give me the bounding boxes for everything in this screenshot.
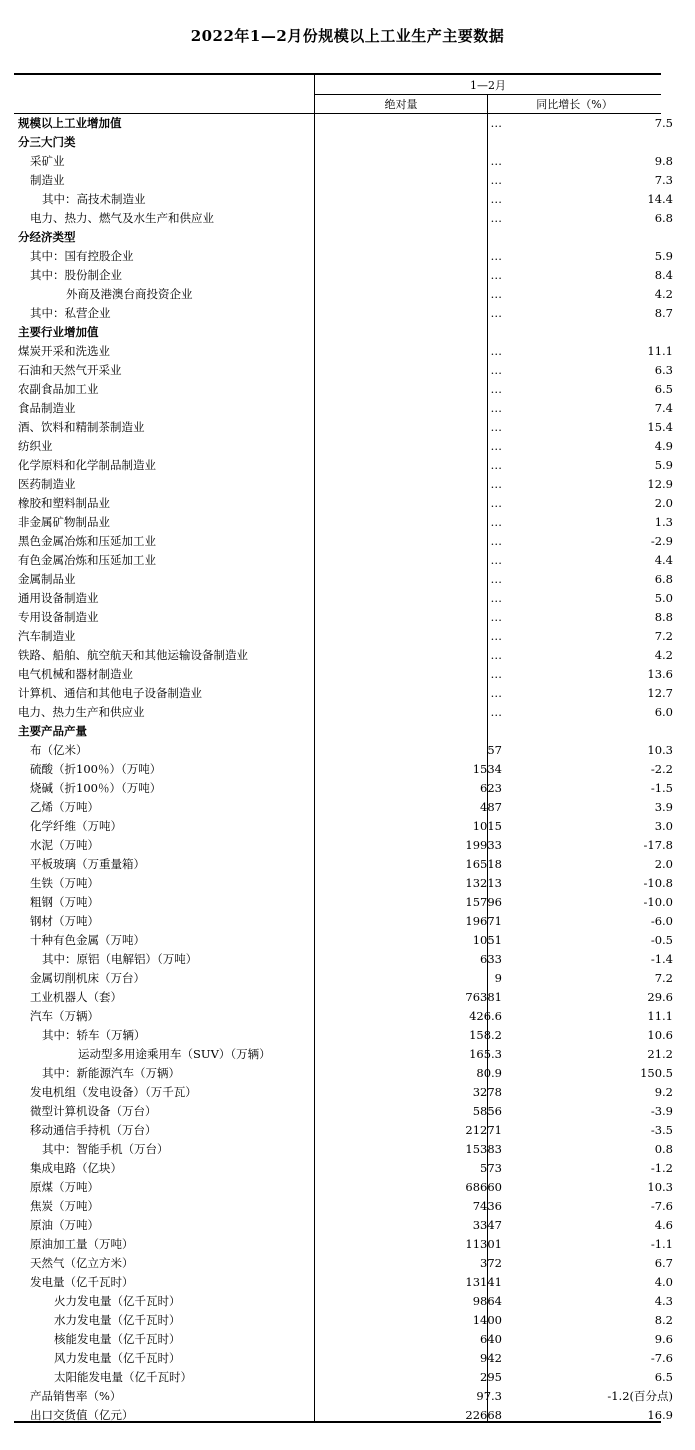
table-row (18, 855, 673, 874)
row-yoy-growth: 6.5 (654, 1370, 673, 1384)
row-label: 石油和天然气开采业 (18, 363, 122, 377)
row-yoy-growth: 6.5 (654, 382, 673, 396)
row-absolute-value: 3347 (472, 1218, 502, 1232)
row-yoy-growth: 8.8 (654, 610, 673, 624)
row-yoy-growth: 4.2 (654, 287, 673, 301)
row-absolute-value: … (490, 363, 502, 377)
row-yoy-growth: 7.2 (654, 629, 673, 643)
row-absolute-value: 9 (494, 971, 502, 985)
table-row (18, 494, 673, 513)
row-label: 非金属矿物制品业 (18, 515, 110, 529)
table-row (18, 437, 673, 456)
table-row (18, 114, 673, 133)
row-absolute-value: 13141 (465, 1275, 502, 1289)
table-row (18, 912, 673, 931)
table-row (18, 1140, 673, 1159)
row-label: 其中：智能手机（万台） (42, 1142, 169, 1156)
table-row (18, 1235, 673, 1254)
row-label: 水泥（万吨） (30, 838, 99, 852)
table-row (18, 475, 673, 494)
row-yoy-growth: -2.2 (650, 762, 673, 776)
row-yoy-growth: 5.0 (654, 591, 673, 605)
table-row (18, 266, 673, 285)
row-absolute-value: 3278 (472, 1085, 502, 1099)
row-absolute-value: 372 (480, 1256, 502, 1270)
row-absolute-value: … (490, 591, 502, 605)
table-row (18, 1102, 673, 1121)
table-row (18, 1311, 673, 1330)
table-row (18, 1406, 673, 1425)
row-yoy-growth: 6.0 (654, 705, 673, 719)
row-absolute-value: 19933 (465, 838, 502, 852)
table-row (18, 874, 673, 893)
row-absolute-value: 57 (487, 743, 502, 757)
row-absolute-value: … (490, 401, 502, 415)
row-yoy-growth: -1.1 (650, 1237, 673, 1251)
row-label: 其中：股份制企业 (30, 268, 122, 282)
row-absolute-value: 13213 (465, 876, 502, 890)
row-label: 采矿业 (30, 154, 65, 168)
row-absolute-value: … (490, 211, 502, 225)
row-yoy-growth: 5.9 (654, 458, 673, 472)
row-absolute-value: 68660 (465, 1180, 502, 1194)
row-label: 布（亿米） (30, 743, 88, 757)
table-row (18, 1159, 673, 1178)
row-absolute-value: … (490, 268, 502, 282)
row-label: 风力发电量（亿千瓦时） (54, 1351, 181, 1365)
row-yoy-growth: 9.8 (654, 154, 673, 168)
row-label: 计算机、通信和其他电子设备制造业 (18, 686, 202, 700)
row-absolute-value: … (490, 553, 502, 567)
row-label: 微型计算机设备（万台） (30, 1104, 157, 1118)
row-yoy-growth: 4.4 (654, 553, 673, 567)
row-absolute-value: … (490, 344, 502, 358)
row-yoy-growth: 14.4 (647, 192, 673, 206)
row-label: 原油（万吨） (30, 1218, 99, 1232)
row-label: 汽车制造业 (18, 629, 76, 643)
row-label: 发电机组（发电设备）（万千瓦） (30, 1085, 197, 1099)
row-yoy-growth: -1.5 (650, 781, 673, 795)
row-label: 化学纤维（万吨） (30, 819, 122, 833)
row-absolute-value: 11301 (465, 1237, 502, 1251)
row-absolute-value: 295 (480, 1370, 502, 1384)
row-absolute-value: 158.2 (469, 1028, 502, 1042)
row-absolute-value: … (490, 496, 502, 510)
table-row (18, 836, 673, 855)
row-label: 电气机械和器材制造业 (18, 667, 133, 681)
row-yoy-growth: 7.2 (654, 971, 673, 985)
row-yoy-growth: 150.5 (640, 1066, 673, 1080)
row-label: 天然气（亿立方米） (30, 1256, 134, 1270)
table-row (18, 570, 673, 589)
row-yoy-growth: -10.0 (643, 895, 673, 909)
row-absolute-value: 9864 (472, 1294, 502, 1308)
row-label: 集成电路（亿块） (30, 1161, 122, 1175)
row-yoy-growth: 4.9 (654, 439, 673, 453)
row-absolute-value: … (490, 610, 502, 624)
row-label: 食品制造业 (18, 401, 76, 415)
table-row (18, 1387, 673, 1406)
row-label: 钢材（万吨） (30, 914, 99, 928)
row-label: 核能发电量（亿千瓦时） (54, 1332, 181, 1346)
row-label: 其中：国有控股企业 (30, 249, 134, 263)
row-label: 黑色金属冶炼和压延加工业 (18, 534, 156, 548)
table-row (18, 342, 673, 361)
row-yoy-growth: 7.3 (654, 173, 673, 187)
row-label: 金属切削机床（万台） (30, 971, 145, 985)
table-row (18, 722, 660, 741)
row-yoy-growth: 11.1 (647, 344, 673, 358)
row-yoy-growth: 6.3 (654, 363, 673, 377)
row-yoy-growth: 3.9 (654, 800, 673, 814)
absolute-column-header: 绝对量 (384, 98, 418, 111)
row-absolute-value: … (490, 439, 502, 453)
row-label: 通用设备制造业 (18, 591, 99, 605)
table-row (18, 1216, 673, 1235)
row-label: 其中：高技术制造业 (42, 192, 146, 206)
row-yoy-growth: 3.0 (654, 819, 673, 833)
row-yoy-growth: 7.4 (654, 401, 673, 415)
row-yoy-growth: 9.6 (654, 1332, 673, 1346)
row-absolute-value: … (490, 648, 502, 662)
row-yoy-growth: 2.0 (654, 496, 673, 510)
row-yoy-growth: -2.9 (650, 534, 673, 548)
row-label: 其中：轿车（万辆） (42, 1028, 146, 1042)
table-row (18, 1368, 673, 1387)
row-label: 铁路、船舶、航空航天和其他运输设备制造业 (18, 648, 248, 662)
table-row (18, 1273, 673, 1292)
row-label: 主要行业增加值 (18, 325, 99, 339)
table-row (18, 779, 673, 798)
row-yoy-growth: 7.5 (654, 116, 673, 130)
row-label: 火力发电量（亿千瓦时） (54, 1294, 181, 1308)
table-row (18, 1197, 673, 1216)
row-yoy-growth: 10.3 (647, 743, 673, 757)
table-row (18, 798, 673, 817)
table-row (18, 152, 673, 171)
row-absolute-value: … (490, 572, 502, 586)
row-absolute-value: 633 (480, 952, 502, 966)
row-absolute-value: 76381 (465, 990, 502, 1004)
row-label: 十种有色金属（万吨） (30, 933, 145, 947)
row-absolute-value: 1015 (472, 819, 502, 833)
row-label: 运动型多用途乘用车（SUV）（万辆） (78, 1047, 271, 1061)
row-yoy-growth: 6.8 (654, 572, 673, 586)
table-row (18, 1254, 673, 1273)
row-absolute-value: 19671 (465, 914, 502, 928)
top-rule (14, 73, 661, 75)
row-absolute-value: 15796 (465, 895, 502, 909)
table-row (18, 1007, 673, 1026)
row-absolute-value: 640 (480, 1332, 502, 1346)
table-row (18, 1121, 673, 1140)
table-row (18, 589, 673, 608)
row-absolute-value: 21271 (465, 1123, 502, 1137)
row-yoy-growth: -1.2 (650, 1161, 673, 1175)
row-yoy-growth: -6.0 (650, 914, 673, 928)
row-label: 焦炭（万吨） (30, 1199, 99, 1213)
row-absolute-value: 97.3 (476, 1389, 502, 1403)
row-label: 电力、热力、燃气及水生产和供应业 (30, 211, 214, 225)
table-row (18, 323, 660, 342)
row-label: 其中：原铝（电解铝）（万吨） (42, 952, 198, 966)
row-yoy-growth: -0.5 (650, 933, 673, 947)
row-yoy-growth: 8.4 (654, 268, 673, 282)
row-absolute-value: 165.3 (469, 1047, 502, 1061)
table-row (18, 646, 673, 665)
table-row (18, 665, 673, 684)
table-row (18, 760, 673, 779)
table-row (18, 950, 673, 969)
row-label: 其中：新能源汽车（万辆） (42, 1066, 180, 1080)
row-label: 电力、热力生产和供应业 (18, 705, 145, 719)
row-yoy-growth: 9.2 (654, 1085, 673, 1099)
row-absolute-value: 1534 (472, 762, 502, 776)
row-label: 分三大门类 (18, 135, 76, 149)
row-yoy-growth: 6.8 (654, 211, 673, 225)
row-yoy-growth: -17.8 (643, 838, 673, 852)
table-row (18, 1292, 673, 1311)
row-label: 酒、饮料和精制茶制造业 (18, 420, 145, 434)
row-yoy-growth: 8.7 (654, 306, 673, 320)
row-absolute-value: 1400 (472, 1313, 502, 1327)
table-row (18, 551, 673, 570)
table-row (18, 1349, 673, 1368)
table-row (18, 1178, 673, 1197)
row-label: 制造业 (30, 173, 65, 187)
row-yoy-growth: -1.4 (650, 952, 673, 966)
row-label: 出口交货值（亿元） (30, 1408, 134, 1422)
row-absolute-value: … (490, 534, 502, 548)
table-row (18, 1083, 673, 1102)
row-yoy-growth: 11.1 (647, 1009, 673, 1023)
row-yoy-growth: 4.2 (654, 648, 673, 662)
row-absolute-value: … (490, 477, 502, 491)
table-row (18, 190, 673, 209)
row-absolute-value: 7436 (472, 1199, 502, 1213)
row-yoy-growth: 12.7 (647, 686, 673, 700)
row-label: 农副食品加工业 (18, 382, 99, 396)
row-absolute-value: 942 (480, 1351, 502, 1365)
row-absolute-value: 487 (480, 800, 502, 814)
row-label: 烧碱（折100％）（万吨） (30, 781, 162, 795)
table-row (18, 988, 673, 1007)
table-row (18, 418, 673, 437)
table-row (18, 532, 673, 551)
row-yoy-growth: -7.6 (650, 1351, 673, 1365)
row-absolute-value: 573 (480, 1161, 502, 1175)
table-row (18, 285, 673, 304)
yoy-column-header: 同比增长（%） (536, 98, 613, 111)
period-header: 1—2月 (470, 79, 506, 92)
row-absolute-value: … (490, 705, 502, 719)
row-yoy-growth: 5.9 (654, 249, 673, 263)
row-yoy-growth: 15.4 (647, 420, 673, 434)
row-label: 汽车（万辆） (30, 1009, 99, 1023)
row-label: 规模以上工业增加值 (18, 116, 122, 130)
row-absolute-value: … (490, 173, 502, 187)
row-label: 主要产品产量 (18, 724, 87, 738)
row-yoy-growth: 10.6 (647, 1028, 673, 1042)
row-label: 粗钢（万吨） (30, 895, 99, 909)
table-row (18, 380, 673, 399)
row-yoy-growth: -7.6 (650, 1199, 673, 1213)
table-row (18, 1064, 673, 1083)
row-absolute-value: … (490, 667, 502, 681)
row-label: 橡胶和塑料制品业 (18, 496, 110, 510)
row-label: 平板玻璃（万重量箱） (30, 857, 145, 871)
table-row (18, 304, 673, 323)
row-label: 分经济类型 (18, 230, 76, 244)
row-absolute-value: … (490, 249, 502, 263)
table-row (18, 399, 673, 418)
table-row (18, 627, 673, 646)
table-row (18, 1330, 673, 1349)
row-yoy-growth: -3.5 (650, 1123, 673, 1137)
row-absolute-value: … (490, 116, 502, 130)
row-yoy-growth: 2.0 (654, 857, 673, 871)
row-yoy-growth: 8.2 (654, 1313, 673, 1327)
row-absolute-value: … (490, 629, 502, 643)
page-title: 2022年1—2月份规模以上工业生产主要数据 (190, 27, 505, 45)
row-label: 纺织业 (18, 439, 53, 453)
row-label: 有色金属冶炼和压延加工业 (18, 553, 156, 567)
table-row (18, 684, 673, 703)
row-label: 专用设备制造业 (18, 610, 99, 624)
row-label: 太阳能发电量（亿千瓦时） (54, 1370, 192, 1384)
row-label: 外商及港澳台商投资企业 (66, 287, 193, 301)
row-absolute-value: 5856 (472, 1104, 502, 1118)
table-row (18, 513, 673, 532)
row-label: 医药制造业 (18, 477, 76, 491)
row-yoy-growth: 0.8 (654, 1142, 673, 1156)
row-yoy-growth: 4.3 (654, 1294, 673, 1308)
row-yoy-growth: 4.0 (654, 1275, 673, 1289)
row-absolute-value: … (490, 287, 502, 301)
row-yoy-growth: -1.2(百分点) (607, 1389, 673, 1403)
table-row (18, 817, 673, 836)
row-absolute-value: 22668 (465, 1408, 502, 1422)
row-absolute-value: … (490, 382, 502, 396)
row-label: 化学原料和化学制品制造业 (18, 458, 156, 472)
row-yoy-growth: -10.8 (643, 876, 673, 890)
table-row (18, 893, 673, 912)
row-absolute-value: … (490, 458, 502, 472)
table-row (18, 171, 673, 190)
row-label: 金属制品业 (18, 572, 76, 586)
row-label: 水力发电量（亿千瓦时） (54, 1313, 181, 1327)
row-label: 生铁（万吨） (30, 876, 99, 890)
row-yoy-growth: 10.3 (647, 1180, 673, 1194)
table-row (18, 1026, 673, 1045)
table-row (18, 133, 660, 152)
row-absolute-value: … (490, 154, 502, 168)
row-absolute-value: … (490, 686, 502, 700)
row-absolute-value: … (490, 515, 502, 529)
table-row (18, 969, 673, 988)
row-absolute-value: … (490, 420, 502, 434)
row-yoy-growth: -3.9 (650, 1104, 673, 1118)
row-label: 煤炭开采和洗选业 (18, 344, 110, 358)
row-yoy-growth: 1.3 (654, 515, 673, 529)
row-label: 工业机器人（套） (30, 990, 122, 1004)
row-label: 硫酸（折100％）（万吨） (30, 762, 162, 776)
row-label: 乙烯（万吨） (30, 800, 99, 814)
row-absolute-value: 623 (480, 781, 502, 795)
table-row (18, 608, 673, 627)
row-label: 产品销售率（%） (30, 1389, 122, 1403)
row-yoy-growth: 4.6 (654, 1218, 673, 1232)
row-label: 其中：私营企业 (30, 306, 111, 320)
row-yoy-growth: 16.9 (647, 1408, 673, 1422)
row-absolute-value: 1051 (472, 933, 502, 947)
row-absolute-value: 16518 (465, 857, 502, 871)
row-absolute-value: 426.6 (469, 1009, 502, 1023)
row-label: 移动通信手持机（万台） (30, 1123, 157, 1137)
row-yoy-growth: 13.6 (647, 667, 673, 681)
table-row (18, 741, 673, 760)
row-absolute-value: … (490, 192, 502, 206)
row-yoy-growth: 29.6 (647, 990, 673, 1004)
row-yoy-growth: 6.7 (654, 1256, 673, 1270)
table-row (18, 931, 673, 950)
row-label: 发电量（亿千瓦时） (30, 1275, 134, 1289)
table-row (18, 209, 673, 228)
row-label: 原油加工量（万吨） (30, 1237, 134, 1251)
row-absolute-value: 80.9 (476, 1066, 502, 1080)
table-row (18, 228, 660, 247)
table-row (18, 1045, 673, 1064)
table-row (18, 361, 673, 380)
row-absolute-value: … (490, 306, 502, 320)
table-row (18, 247, 673, 266)
row-label: 原煤（万吨） (30, 1180, 99, 1194)
table-row (18, 456, 673, 475)
table-row (18, 703, 673, 722)
row-yoy-growth: 12.9 (647, 477, 673, 491)
row-yoy-growth: 21.2 (647, 1047, 673, 1061)
row-absolute-value: 15383 (465, 1142, 502, 1156)
